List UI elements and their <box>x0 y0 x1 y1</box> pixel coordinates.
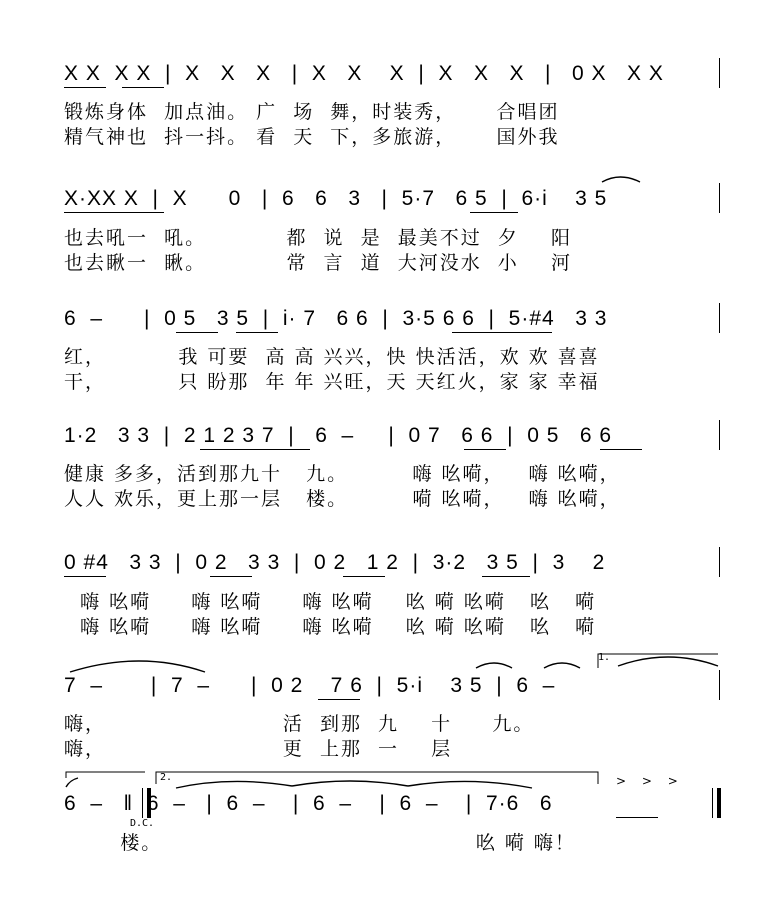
lyric-row-3-verse-1: 红， 我 可要 高 高 兴兴，快 快活活，欢 欢 喜喜 <box>64 346 600 368</box>
tie <box>476 663 512 668</box>
tie <box>408 781 532 788</box>
tie <box>70 661 205 672</box>
lyric-row-2-verse-1: 也去吼一 吼。 都 说 是 最美不过 夕 阳 <box>64 227 572 249</box>
notation-row-6: 7 – | 7 – | 0 2 7 6 | 5·i 3 5 | 6 – <box>64 674 556 697</box>
dc-mark: D.C. <box>130 818 155 829</box>
accent-marks: > > > <box>616 774 684 788</box>
lyric-row-3-verse-2: 干， 只 盼那 年 年 兴旺，天 天红火，家 家 幸福 <box>64 371 600 393</box>
lyric-row-4-verse-1: 健康 多多，活到那九十 九。 嗨 吆嗬， 嗨 吆嗬， <box>64 463 621 485</box>
tie <box>602 177 640 182</box>
tie <box>544 663 580 668</box>
lyric-row-5-verse-1: 嗨 吆嗬 嗨 吆嗬 嗨 吆嗬 吆 嗬 吆嗬 吆 嗬 <box>64 591 597 613</box>
notation-row-1: X X X X | X X X | X X X | X X X | 0 X X X <box>64 62 664 85</box>
notation-row-4: 1·2 3 3 | 2 1 2 3 7 | 6 – | 0 7 6 6 | 0 5 6 6 <box>64 424 613 447</box>
volta-1-label: 1. <box>598 652 611 663</box>
lyric-row-6-verse-2: 嗨， 更 上那 一 层 <box>64 738 453 760</box>
tie <box>176 781 292 788</box>
lyric-row-5-verse-2: 嗨 吆嗬 嗨 吆嗬 嗨 吆嗬 吆 嗬 吆嗬 吆 嗬 <box>64 616 597 638</box>
notation-row-3: 6 – | 0 5 3 5 | i· 7 6 6 | 3·5 6 6 | 5·#4 3 3 <box>64 307 608 330</box>
lyric-row-4-verse-2: 人人 欢乐，更上那一层 楼。 嗬 吆嗬， 嗨 吆嗬， <box>64 488 621 510</box>
lyric-row-6-verse-1: 嗨， 活 到那 九 十 九。 <box>64 713 535 735</box>
tie <box>618 657 718 666</box>
tie <box>66 778 78 787</box>
tie <box>292 781 408 786</box>
volta-1-bracket-continuation <box>66 772 145 778</box>
notation-row-7: 6 – ‖ 6 – | 6 – | 6 – | 6 – | 7·6 6 <box>64 792 553 815</box>
volta-2-label: 2. <box>160 772 173 783</box>
notation-row-5: 0 #4 3 3 | 0 2 3 3 | 0 2 1 2 | 3·2 3 5 | 3 2 <box>64 551 606 574</box>
lyric-row-1-verse-2: 精气神也 抖一抖。 看 天 下，多旅游， 国外我 <box>64 126 560 148</box>
notation-row-2: X·XX X | X 0 | 6 6 3 | 5·7 6 5 | 6·i 3 5 <box>64 187 608 210</box>
lyric-row-7: 楼。 吆 嗬 嗨！ <box>64 832 576 854</box>
lyric-row-2-verse-2: 也去瞅一 瞅。 常 言 道 大河没水 小 河 <box>64 252 572 274</box>
lyric-row-1-verse-1: 锻炼身体 加点油。 广 场 舞，时装秀， 合唱团 <box>64 101 560 123</box>
